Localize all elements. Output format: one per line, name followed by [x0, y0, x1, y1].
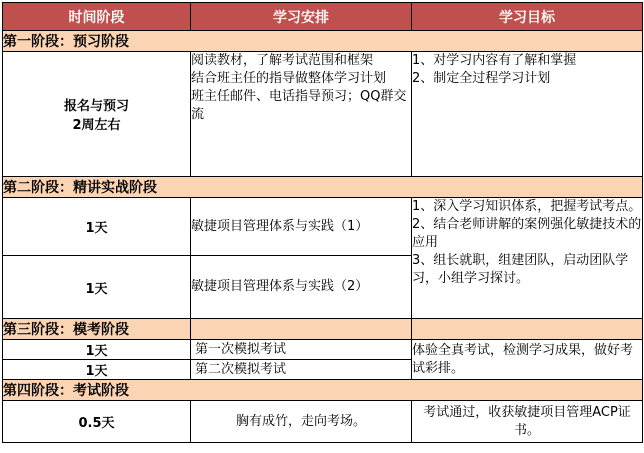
stage2-goals: [412, 198, 643, 319]
header-plan: 学习安排: [191, 3, 412, 31]
study-schedule-table: [2, 2, 643, 443]
header-time: 时间阶段: [3, 3, 191, 31]
stage2-goal-item: 3、组长就职，组建团队，启动团队学习，小组学习探讨。: [412, 253, 629, 286]
stage2-goal-item: 1、深入学习知识体系，把握考试考点。: [412, 199, 642, 214]
stage3-time-1: 1天: [3, 340, 191, 360]
stage1-row: [3, 52, 643, 177]
stage1-plan-item: 班主任邮件、电话指导预习；QQ群交流: [191, 89, 407, 122]
stage1-goals: [412, 52, 643, 177]
stage3-title: 第三阶段：模考阶段: [3, 319, 191, 340]
stage1-time-line1: 报名与预习: [63, 99, 129, 114]
stage2-plan-2: 敏捷项目管理体系与实践（2）: [191, 256, 412, 319]
stage4-title: 第四阶段：考试阶段: [3, 380, 643, 401]
stage3-title-fill: [191, 319, 412, 340]
stage3-title-fill: [412, 319, 643, 340]
stage4-row: [3, 401, 643, 443]
stage4-time: 0.5天: [3, 401, 191, 443]
stage1-goal-item: 1、对学习内容有了解和掌握: [412, 53, 577, 68]
stage1-goal-item: 2、制定全过程学习计划: [412, 71, 551, 86]
stage2-time-1: 1天: [3, 198, 191, 256]
stage2-goal-item: 2、结合老师讲解的案例强化敏捷技术的应用: [412, 217, 642, 250]
stage1-time-line2: 2周左右: [72, 118, 121, 133]
stage4-plan: 胸有成竹，走向考场。: [191, 401, 412, 443]
stage2-plan-1: 敏捷项目管理体系与实践（1）: [191, 198, 412, 256]
stage3-goal: 体验全真考试，检测学习成果，做好考试彩排。: [412, 340, 643, 380]
stage2-title-row: [3, 177, 643, 198]
header-row: [3, 3, 643, 31]
stage3-row-1: [3, 340, 643, 360]
stage1-title-row: [3, 31, 643, 52]
stage1-plan: [191, 52, 412, 177]
stage2-time-2: 1天: [3, 256, 191, 319]
stage2-row-1: [3, 198, 643, 256]
stage3-plan-2: 第二次模拟考试: [191, 360, 412, 380]
stage4-goal: 考试通过，收获敏捷项目管理ACP证书。: [412, 401, 643, 443]
stage4-title-row: [3, 380, 643, 401]
stage1-plan-item: 结合班主任的指导做整体学习计划: [191, 71, 387, 86]
stage3-plan-1: 第一次模拟考试: [191, 340, 412, 360]
stage3-title-row: [3, 319, 643, 340]
header-goal: 学习目标: [412, 3, 643, 31]
stage1-plan-item: 阅读教材，了解考试范围和框架: [191, 53, 374, 68]
stage1-title: 第一阶段：预习阶段: [3, 31, 643, 52]
stage1-time: [3, 52, 191, 177]
stage3-time-2: 1天: [3, 360, 191, 380]
stage2-title: 第二阶段：精讲实战阶段: [3, 177, 643, 198]
